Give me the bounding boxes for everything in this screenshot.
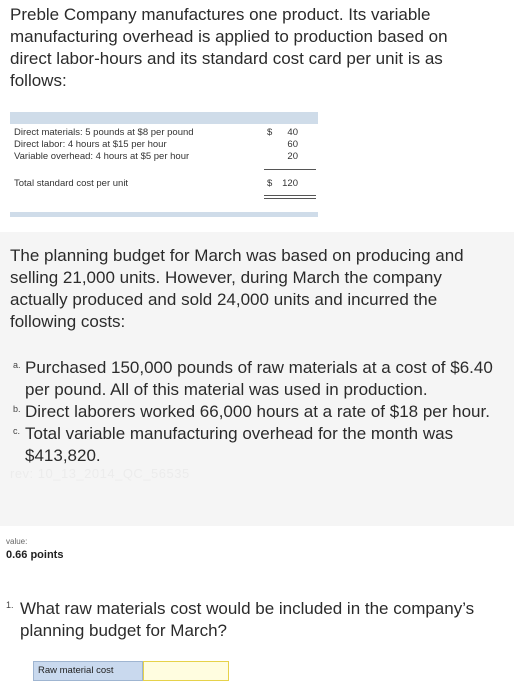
answer-label: Raw material cost <box>33 661 143 681</box>
list-marker: a. <box>13 360 21 370</box>
cost-card-header-band <box>10 112 318 124</box>
standard-cost-card <box>10 112 318 218</box>
total-double-rule-top <box>264 195 316 196</box>
cost-row-variable-overhead <box>14 151 314 163</box>
cost-card-footer-band <box>10 212 318 217</box>
revision-watermark: rev: 10_13_2014_QC_56535 <box>10 466 190 481</box>
cost-row-total <box>14 178 314 190</box>
list-marker: c. <box>13 426 21 436</box>
planning-budget-paragraph: The planning budget for March was based on producing and selling 21,000 units. However, during March the company actually produced and sold 24,000 units and incurred the following costs: <box>10 246 464 331</box>
cost-row-direct-materials <box>14 127 314 139</box>
dollar-sign: $ <box>267 178 273 189</box>
subtotal-rule <box>264 169 316 170</box>
total-double-rule-bottom <box>264 198 316 199</box>
list-item <box>10 401 510 423</box>
question-number: 1. <box>6 600 14 610</box>
cost-row-label: Direct materials: 5 pounds at $8 per pound <box>14 127 194 138</box>
cost-row-direct-labor <box>14 139 314 151</box>
total-label: Total standard cost per unit <box>14 178 129 189</box>
cost-row-amount: 20 <box>287 151 298 162</box>
list-marker: b. <box>13 404 21 414</box>
question-text: What raw materials cost would be included in the company’s planning budget for March? <box>20 599 475 640</box>
list-item-text: Direct laborers worked 66,000 hours at a rate of $18 per hour. <box>25 402 490 421</box>
dollar-sign: $ <box>267 127 273 138</box>
cost-row-label: Direct labor: 4 hours at $15 per hour <box>14 139 167 150</box>
intro-paragraph: Preble Company manufactures one product. Its variable manufacturing overhead is applied to production based on direct labor-hours and its standard cost card per unit is as follows: <box>10 5 448 90</box>
list-item <box>10 357 510 401</box>
cost-row-label: Variable overhead: 4 hours at $5 per hour <box>14 151 190 162</box>
points-value: 0.66 points <box>6 549 64 561</box>
value-label: value: <box>6 537 28 546</box>
incurred-costs-list <box>10 357 510 467</box>
list-item-text: Purchased 150,000 pounds of raw materials at a cost of $6.40 per pound. All of this material was used in production. <box>25 358 493 399</box>
cost-row-amount: 40 <box>287 127 298 138</box>
raw-material-cost-input[interactable] <box>143 661 229 681</box>
cost-row-amount: 60 <box>287 139 298 150</box>
list-item <box>10 423 510 467</box>
list-item-text: Total variable manufacturing overhead for the month was $413,820. <box>25 424 454 465</box>
total-amount: 120 <box>282 178 298 189</box>
